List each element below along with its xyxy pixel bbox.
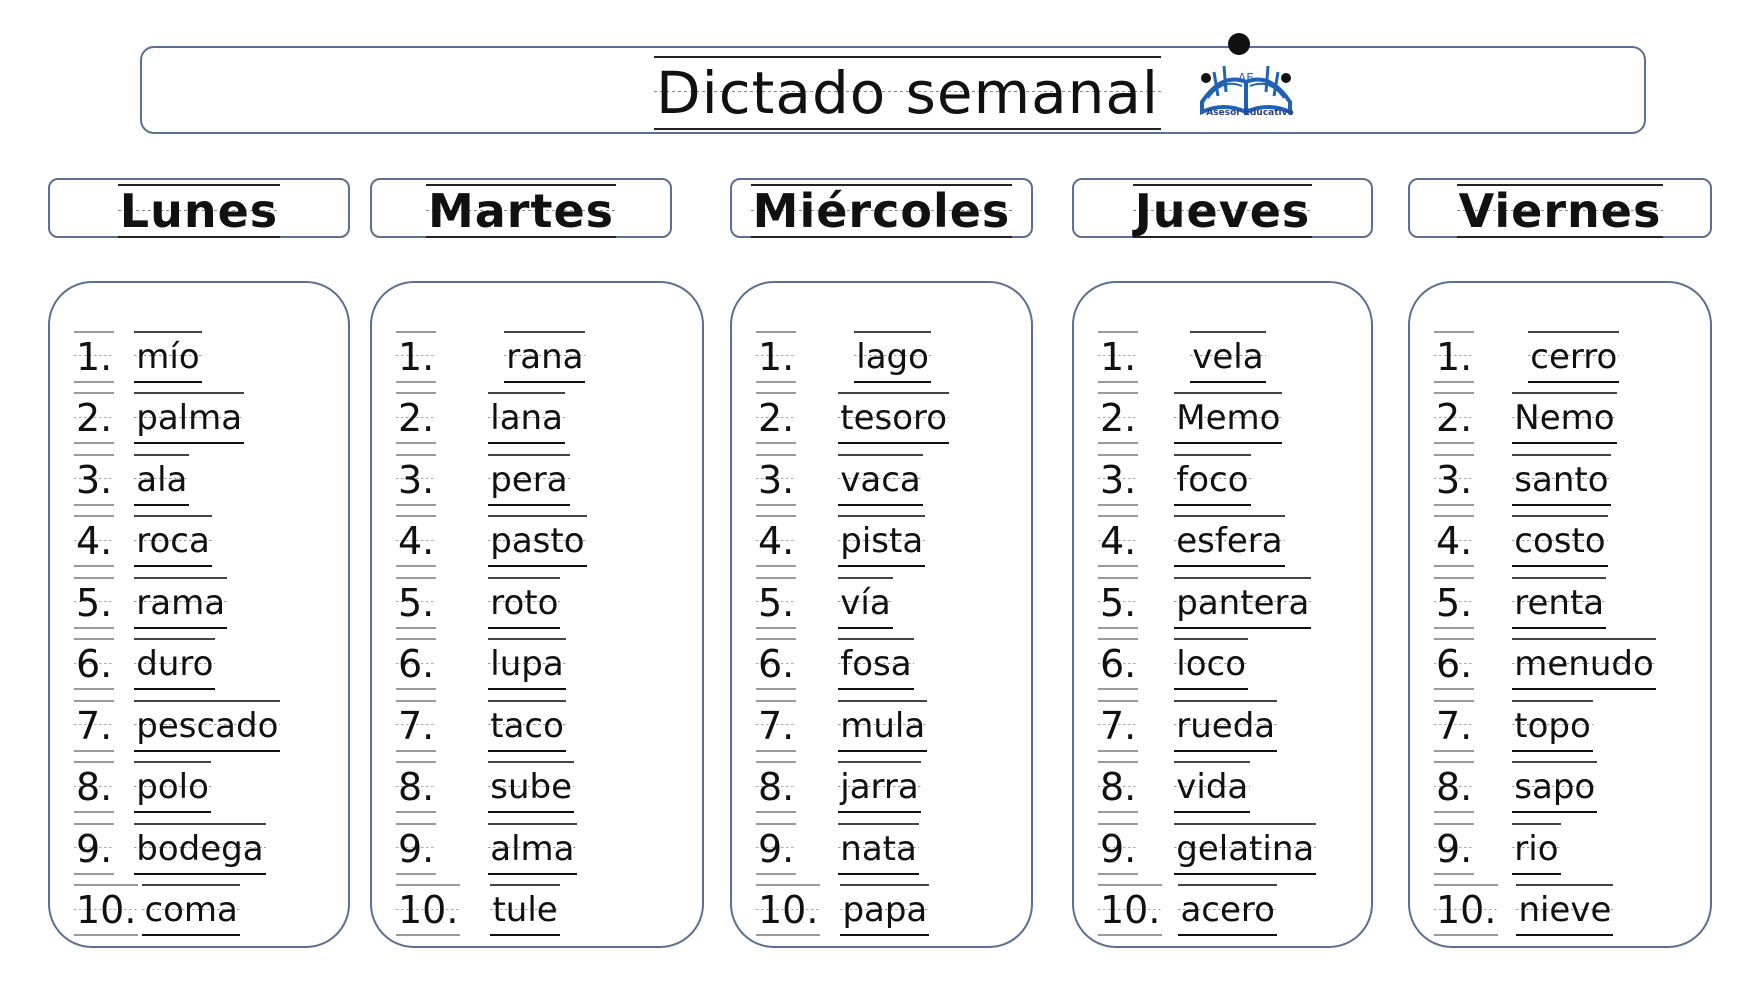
dictation-word: coma <box>142 884 239 936</box>
item-number: 6. <box>1098 638 1138 690</box>
item-number: 5. <box>74 577 114 629</box>
dictation-word: alma <box>488 823 576 875</box>
day-label-miercoles: Miércoles <box>752 184 1011 238</box>
item-number: 10. <box>756 884 820 936</box>
dictation-word: gelatina <box>1174 823 1316 875</box>
dictation-word: bodega <box>134 823 265 875</box>
list-item <box>1434 752 1656 814</box>
dictation-word: mula <box>838 700 927 752</box>
list-item <box>756 444 949 506</box>
logo-name: Asesor Educativo <box>1206 108 1294 118</box>
item-number: 8. <box>396 761 436 813</box>
dictation-word: vela <box>1190 331 1265 383</box>
word-column-lunes <box>48 281 350 948</box>
dictation-word: rama <box>134 577 227 629</box>
item-number: 6. <box>1434 638 1474 690</box>
dictation-word: santo <box>1512 454 1610 506</box>
day-header-viernes <box>1408 178 1712 238</box>
dictation-word: nata <box>838 823 919 875</box>
list-item <box>1098 444 1316 506</box>
list-item <box>1098 813 1316 875</box>
item-number: 3. <box>756 454 796 506</box>
dictation-word: mío <box>134 331 201 383</box>
list-item <box>1098 321 1316 383</box>
item-number: 2. <box>1434 392 1474 444</box>
list-item <box>1098 506 1316 568</box>
dictation-word: cerro <box>1528 331 1619 383</box>
dictation-word: pista <box>838 515 925 567</box>
dictation-word: rana <box>504 331 585 383</box>
dictation-word: roca <box>134 515 212 567</box>
item-number: 9. <box>1098 823 1138 875</box>
day-label-viernes: Viernes <box>1458 184 1662 238</box>
list-item <box>1098 567 1316 629</box>
dictation-word: nieve <box>1516 884 1613 936</box>
day-header-jueves <box>1072 178 1373 238</box>
list-item <box>74 629 280 691</box>
list-item <box>756 875 949 937</box>
list-item <box>74 875 280 937</box>
list-item <box>396 752 587 814</box>
item-number: 7. <box>1434 700 1474 752</box>
dictation-word: vía <box>838 577 892 629</box>
dictation-word: Memo <box>1174 392 1282 444</box>
item-number: 10. <box>1098 884 1162 936</box>
dictation-word: sube <box>488 761 574 813</box>
list-item <box>1434 690 1656 752</box>
item-number: 4. <box>396 515 436 567</box>
item-number: 10. <box>74 884 138 936</box>
item-number: 4. <box>1098 515 1138 567</box>
word-list <box>74 321 280 936</box>
item-number: 6. <box>74 638 114 690</box>
item-number: 4. <box>756 515 796 567</box>
dictation-word: fosa <box>838 638 913 690</box>
dictation-word: roto <box>488 577 560 629</box>
dictation-word: vida <box>1174 761 1250 813</box>
list-item <box>74 690 280 752</box>
dictation-word: topo <box>1512 700 1593 752</box>
item-number: 2. <box>756 392 796 444</box>
day-label-lunes: Lunes <box>119 184 279 238</box>
item-number: 2. <box>396 392 436 444</box>
list-item <box>74 752 280 814</box>
dictation-word: lupa <box>488 638 565 690</box>
list-item <box>1434 813 1656 875</box>
list-item <box>756 506 949 568</box>
item-number: 7. <box>756 700 796 752</box>
item-number: 3. <box>396 454 436 506</box>
word-list <box>1434 321 1656 936</box>
list-item <box>1098 752 1316 814</box>
list-item <box>396 690 587 752</box>
list-item <box>1098 875 1316 937</box>
item-number: 7. <box>1098 700 1138 752</box>
item-number: 4. <box>74 515 114 567</box>
dictation-word: sapo <box>1512 761 1597 813</box>
list-item <box>1434 875 1656 937</box>
dictation-word: tesoro <box>838 392 949 444</box>
item-number: 1. <box>396 331 436 383</box>
day-label-jueves: Jueves <box>1134 184 1311 238</box>
item-number: 2. <box>1098 392 1138 444</box>
dictation-word: rueda <box>1174 700 1277 752</box>
dictation-word: papa <box>840 884 929 936</box>
list-item <box>1098 629 1316 691</box>
list-item <box>1434 383 1656 445</box>
list-item <box>1434 506 1656 568</box>
item-number: 1. <box>1098 331 1138 383</box>
dictation-word: taco <box>488 700 566 752</box>
item-number: 5. <box>1434 577 1474 629</box>
list-item <box>1098 690 1316 752</box>
list-item <box>756 383 949 445</box>
item-number: 4. <box>1434 515 1474 567</box>
word-column-miercoles <box>730 281 1033 948</box>
dictation-word: palma <box>134 392 244 444</box>
list-item <box>396 813 587 875</box>
dictation-word: renta <box>1512 577 1606 629</box>
dictation-word: pantera <box>1174 577 1311 629</box>
word-column-jueves <box>1072 281 1373 948</box>
list-item <box>396 875 587 937</box>
day-header-martes <box>370 178 672 238</box>
item-number: 7. <box>74 700 114 752</box>
list-item <box>756 629 949 691</box>
item-number: 8. <box>756 761 796 813</box>
dictation-word: jarra <box>838 761 920 813</box>
list-item <box>1434 444 1656 506</box>
list-item <box>756 690 949 752</box>
dictation-word: acero <box>1178 884 1276 936</box>
item-number: 1. <box>1434 331 1474 383</box>
dictation-word: menudo <box>1512 638 1656 690</box>
item-number: 3. <box>74 454 114 506</box>
item-number: 8. <box>1434 761 1474 813</box>
dictation-word: duro <box>134 638 215 690</box>
day-header-miercoles <box>730 178 1033 238</box>
item-number: 10. <box>1434 884 1498 936</box>
dictation-word: vaca <box>838 454 922 506</box>
dictation-word: lago <box>854 331 931 383</box>
item-number: 9. <box>1434 823 1474 875</box>
word-column-martes <box>370 281 704 948</box>
dictation-word: costo <box>1512 515 1607 567</box>
list-item <box>396 567 587 629</box>
item-number: 2. <box>74 392 114 444</box>
item-number: 9. <box>74 823 114 875</box>
page-title <box>654 56 1161 130</box>
day-label-martes: Martes <box>427 184 615 238</box>
item-number: 5. <box>756 577 796 629</box>
dictation-word: esfera <box>1174 515 1284 567</box>
list-item <box>756 567 949 629</box>
word-list <box>396 321 587 936</box>
logo-letters: AE <box>1238 71 1254 85</box>
list-item <box>74 813 280 875</box>
list-item <box>396 629 587 691</box>
page-title-text: Dictado semanal <box>654 56 1161 130</box>
dictation-word: pasto <box>488 515 586 567</box>
dictation-word: pescado <box>134 700 280 752</box>
list-item <box>396 444 587 506</box>
list-item <box>396 506 587 568</box>
list-item <box>396 321 587 383</box>
item-number: 5. <box>1098 577 1138 629</box>
item-number: 5. <box>396 577 436 629</box>
day-header-lunes <box>48 178 350 238</box>
item-number: 1. <box>756 331 796 383</box>
list-item <box>756 813 949 875</box>
item-number: 8. <box>74 761 114 813</box>
item-number: 8. <box>1098 761 1138 813</box>
dictation-word: Nemo <box>1512 392 1616 444</box>
list-item <box>74 506 280 568</box>
word-column-viernes <box>1408 281 1712 948</box>
list-item <box>74 383 280 445</box>
dictation-word: lana <box>488 392 565 444</box>
word-list <box>1098 321 1316 936</box>
list-item <box>396 383 587 445</box>
list-item <box>74 321 280 383</box>
list-item <box>1434 629 1656 691</box>
dictation-word: loco <box>1174 638 1248 690</box>
item-number: 3. <box>1098 454 1138 506</box>
list-item <box>1434 321 1656 383</box>
item-number: 3. <box>1434 454 1474 506</box>
word-list <box>756 321 949 936</box>
item-number: 7. <box>396 700 436 752</box>
item-number: 9. <box>756 823 796 875</box>
list-item <box>1434 567 1656 629</box>
list-item <box>74 444 280 506</box>
list-item <box>74 567 280 629</box>
item-number: 10. <box>396 884 460 936</box>
dictation-word: foco <box>1174 454 1250 506</box>
dictation-word: polo <box>134 761 211 813</box>
item-number: 1. <box>74 331 114 383</box>
list-item <box>756 321 949 383</box>
item-number: 9. <box>396 823 436 875</box>
dictation-word: tule <box>490 884 559 936</box>
list-item <box>756 752 949 814</box>
dictation-word: ala <box>134 454 189 506</box>
item-number: 6. <box>756 638 796 690</box>
item-number: 6. <box>396 638 436 690</box>
list-item <box>1098 383 1316 445</box>
dictation-word: rio <box>1512 823 1560 875</box>
dictation-word: pera <box>488 454 569 506</box>
